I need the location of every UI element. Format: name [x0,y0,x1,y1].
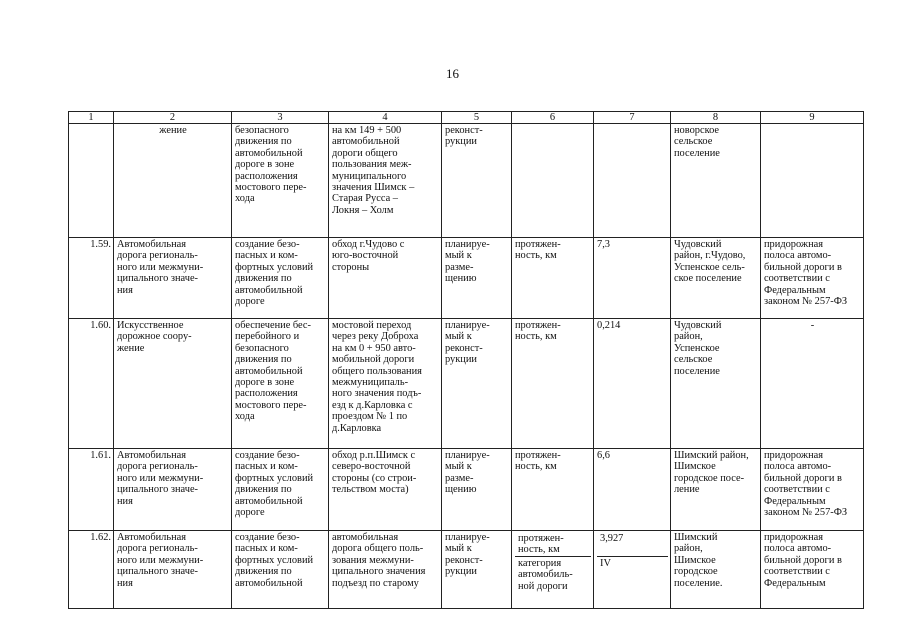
page-number: 16 [446,66,459,81]
purpose-cell: создание безо- пасных и ком- фортных условий движения по автомобильной [232,531,329,609]
zone-cell: придорожная полоса автомо- бильной дороги в соответствии с Федеральным законом № 257-ФЗ [761,238,864,319]
row-number-cell [69,124,114,238]
row-number-cell: 1.60. [69,319,114,449]
column-number-row [69,112,864,124]
table-row [69,449,864,531]
value-cell [594,124,671,238]
location-cell: Шимский район, Шимское городское поселение. [671,531,761,609]
characteristic-cell: протяжен- ность, км [512,319,594,449]
purpose-cell: безопасного движения по автомобильной дороге в зоне расположения мостового пере- хода [232,124,329,238]
row-number-cell: 1.62. [69,531,114,609]
row-number-cell: 1.61. [69,449,114,531]
status-cell: планируе- мый к разме- щению [442,238,512,319]
object-name-cell: автомобильная дорога общего поль- зования межмуни- ципального значения подъезд по старому [329,531,442,609]
purpose-cell: обеспечение бес- перебойного и безопасного движения по автомобильной дороге в зоне расположения мостового пере- хода [232,319,329,449]
value-cell: 7,3 [594,238,671,319]
length-label: протяжен- ность, км [515,532,591,557]
column-header: 1 [69,112,114,124]
status-cell: планируе- мый к реконст- рукции [442,319,512,449]
zone-cell: - [761,319,864,449]
column-header: 4 [329,112,442,124]
value-cell: 6,6 [594,449,671,531]
object-name-cell: обход р.п.Шимск с северо-восточной стороны (со строи- тельством моста) [329,449,442,531]
location-cell: новорское сельское поселение [671,124,761,238]
status-cell: планируе- мый к реконст- рукции [442,531,512,609]
object-type-cell: жение [114,124,232,238]
column-header: 3 [232,112,329,124]
table-row [69,238,864,319]
object-name-cell: обход г.Чудово с юго-восточной стороны [329,238,442,319]
table-row [69,319,864,449]
zone-cell [761,124,864,238]
object-type-cell: Искусственное дорожное соору- жение [114,319,232,449]
zone-cell: придорожная полоса автомо- бильной дороги в соответствии с Федеральным [761,531,864,609]
column-header: 5 [442,112,512,124]
object-type-cell: Автомобильная дорога региональ- ного или межмуни- ципального значе- ния [114,238,232,319]
location-cell: Чудовский район, г.Чудово, Успенское сель- ское поселение [671,238,761,319]
table-row [69,124,864,238]
characteristic-cell: протяжен- ность, км [512,238,594,319]
length-value: 3,927 [597,532,668,557]
column-header: 2 [114,112,232,124]
purpose-cell: создание безо- пасных и ком- фортных условий движения по автомобильной дороге [232,449,329,531]
object-type-cell: Автомобильная дорога региональ- ного или межмуни- ципального значе- ния [114,531,232,609]
planning-table [68,111,864,609]
purpose-cell: создание безо- пасных и ком- фортных условий движения по автомобильной дороге [232,238,329,319]
location-cell: Чудовский район, Успенское сельское поселение [671,319,761,449]
column-header: 9 [761,112,864,124]
category-label: категория автомобиль- ной дороги [518,558,573,592]
object-name-cell: мостовой переход через реку Доброха на км 0 + 950 авто- мобильной дороги общего пользования межмуниципаль- ного значения подъ- езд к д.Карловка с проездом № 1 по д.Карловка [329,319,442,449]
zone-cell: придорожная полоса автомо- бильной дороги в соответствии с Федеральным законом № 257-ФЗ [761,449,864,531]
characteristic-cell [512,531,594,609]
category-value: IV [600,558,611,569]
characteristic-cell [512,124,594,238]
column-header: 7 [594,112,671,124]
characteristic-cell: протяжен- ность, км [512,449,594,531]
column-header: 8 [671,112,761,124]
table-row [69,531,864,609]
status-cell: планируе- мый к разме- щению [442,449,512,531]
column-header: 6 [512,112,594,124]
object-type-cell: Автомобильная дорога региональ- ного или межмуни- ципального значе- ния [114,449,232,531]
value-cell [594,531,671,609]
object-name-cell: на км 149 + 500 автомобильной дороги общего пользования меж- муниципального значения Шимск – Старая Русса – Локня – Холм [329,124,442,238]
value-cell: 0,214 [594,319,671,449]
status-cell: реконст- рукции [442,124,512,238]
row-number-cell: 1.59. [69,238,114,319]
location-cell: Шимский район, Шимское городское посе- ление [671,449,761,531]
